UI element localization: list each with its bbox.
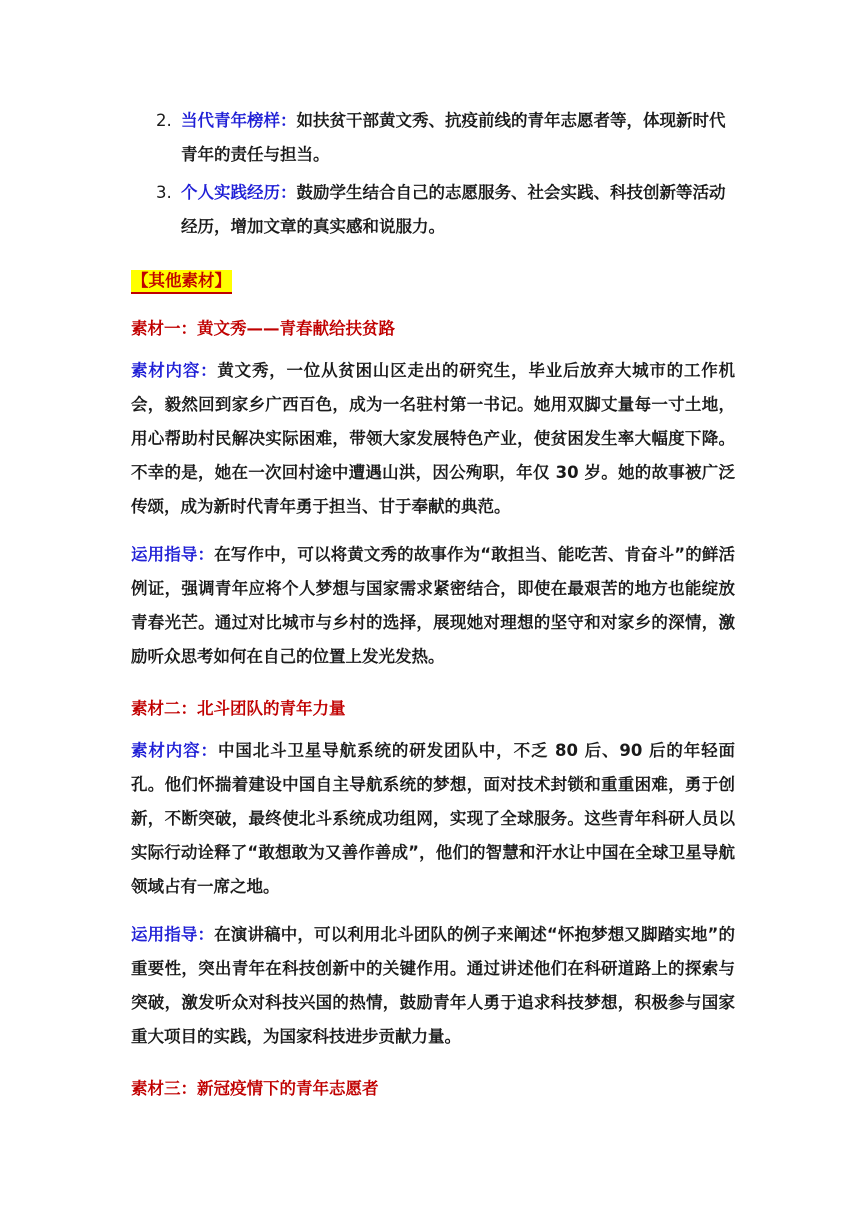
section-tag-other-materials: 【其他素材】 — [131, 270, 232, 294]
guide-text: 在演讲稿中，可以利用北斗团队的例子来阐述“怀抱梦想又脚踏实地”的重要性，突出青年在科技创新中的关键作用。通过讲述他们在科研道路上的探索与突破，激发听众对科技兴国的热情，鼓励青年人勇于追求科技梦想，积极参与国家重大项目的实践，为国家科技进步贡献力量。 — [131, 925, 735, 1046]
list-item — [131, 176, 735, 244]
list-item-lead: 个人实践经历： — [181, 183, 297, 202]
material-title: 素材三：新冠疫情下的青年志愿者 — [131, 1079, 379, 1098]
list-item-text: 鼓励学生结合自己的志愿服务、社会实践、科技创新等活动经历，增加文章的真实感和说服力。 — [181, 183, 726, 236]
list-item-lead: 当代青年榜样： — [181, 111, 297, 130]
document-body — [131, 104, 735, 1100]
material-guide — [131, 918, 735, 1054]
material-title: 素材一：黄文秀——青春献给扶贫路 — [131, 319, 395, 338]
guide-label: 运用指导： — [131, 545, 215, 564]
list-number: 3. — [156, 183, 172, 202]
list-item-text: 如扶贫干部黄文秀、抗疫前线的青年志愿者等，体现新时代青年的责任与担当。 — [181, 111, 726, 164]
material-title: 素材二：北斗团队的青年力量 — [131, 699, 346, 718]
content-label: 素材内容： — [131, 741, 218, 760]
material-guide — [131, 538, 735, 674]
list-number: 2. — [156, 111, 172, 130]
content-label: 素材内容： — [131, 361, 218, 380]
content-text: 黄文秀，一位从贫困山区走出的研究生，毕业后放弃大城市的工作机会，毅然回到家乡广西百色，成为一名驻村第一书记。她用双脚丈量每一寸土地，用心帮助村民解决实际困难，带领大家发展特色产业，使贫困发生率大幅度下降。不幸的是，她在一次回村途中遭遇山洪，因公殉职，年仅 30 岁。她的故事被广泛传颂，成为新时代青年勇于担当、甘于奉献的典范。 — [131, 361, 736, 516]
material-content — [131, 354, 735, 524]
list-item — [131, 104, 735, 172]
content-text: 中国北斗卫星导航系统的研发团队中，不乏 80 后、90 后的年轻面孔。他们怀揣着建设中国自主导航系统的梦想，面对技术封锁和重重困难，勇于创新，不断突破，最终使北斗系统成功组网，实现了全球服务。这些青年科研人员以实际行动诠释了“敢想敢为又善作善成”，他们的智慧和汗水让中国在全球卫星导航领域占有一席之地。 — [131, 741, 736, 896]
guide-label: 运用指导： — [131, 925, 215, 944]
material-content — [131, 734, 735, 904]
guide-text: 在写作中，可以将黄文秀的故事作为“敢担当、能吃苦、肯奋斗”的鲜活例证，强调青年应将个人梦想与国家需求紧密结合，即使在最艰苦的地方也能绽放青春光芒。通过对比城市与乡村的选择，展现她对理想的坚守和对家乡的深情，激励听众思考如何在自己的位置上发光发热。 — [131, 545, 735, 666]
